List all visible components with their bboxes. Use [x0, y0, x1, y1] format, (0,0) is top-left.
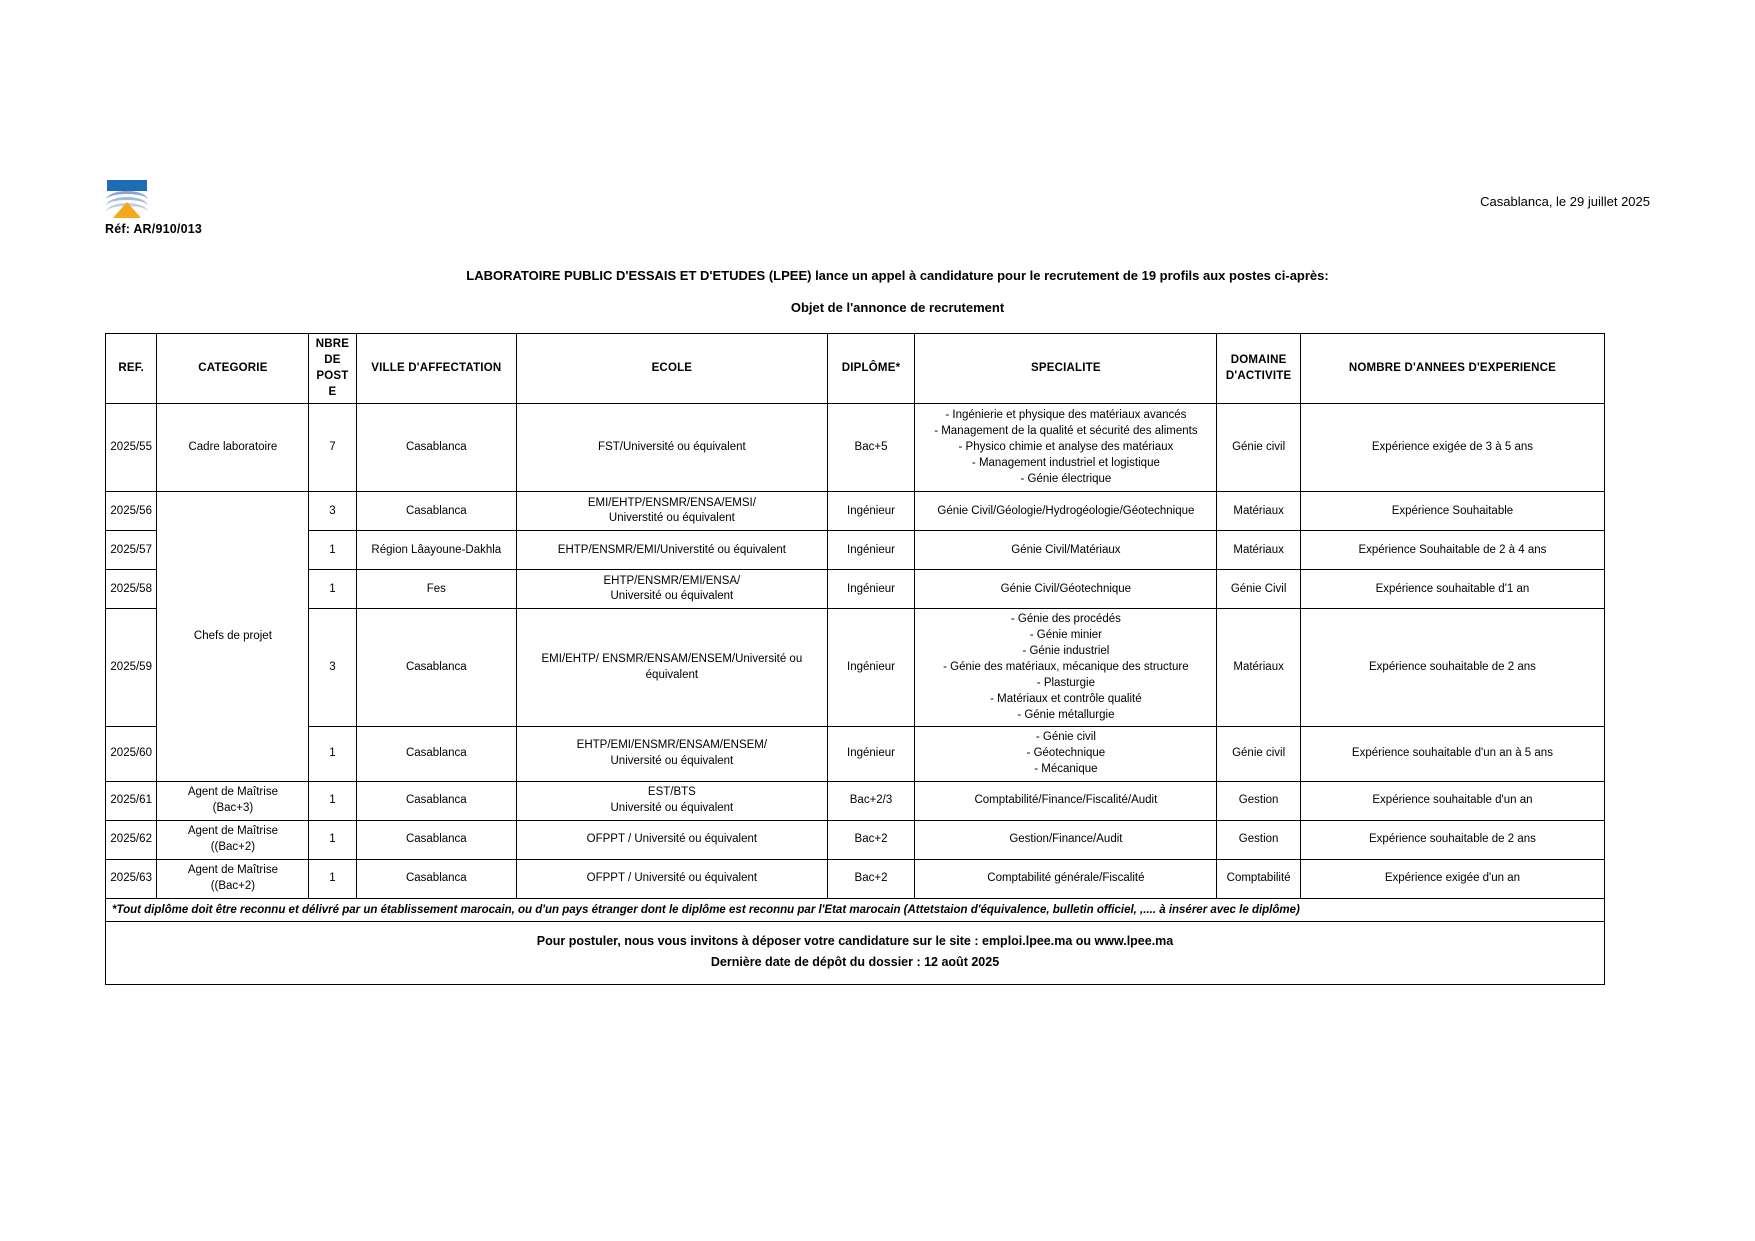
cell-line: ((Bac+2): [210, 880, 256, 893]
cell-line: équivalent: [645, 668, 699, 681]
cell-line: - Plasturgie: [1036, 676, 1095, 689]
cell-ecole: [517, 609, 828, 727]
cell-line: Génie Civil/Géologie/Hydrogéologie/Géotechnique: [937, 504, 1195, 517]
table-row: [106, 570, 1605, 609]
cell-line: - Génie des matériaux, mécanique des structure: [943, 661, 1189, 674]
table-row: [106, 492, 1605, 531]
logo-blue-bar: [107, 180, 147, 191]
cell-ville: Région Lâayoune-Dakhla: [356, 531, 517, 570]
table-row: [106, 782, 1605, 821]
cell-line: OFPPT / Université ou équivalent: [586, 872, 758, 885]
cell-line: EMI/EHTP/ ENSMR/ENSAM/ENSEM/Université ou: [541, 653, 803, 666]
cell-line: - Génie métallurgie: [1017, 708, 1115, 721]
cell-diplome: Ingénieur: [827, 609, 915, 727]
cell-domaine: Gestion: [1217, 782, 1301, 821]
cell-line: Génie Civil/Matériaux: [1011, 543, 1121, 556]
cell-experience: Expérience souhaitable de 2 ans: [1300, 821, 1604, 860]
col-header-domaine-line1: DOMAINE: [1230, 353, 1287, 366]
cell-line: EST/BTS: [647, 786, 696, 799]
cell-line: OFPPT / Université ou équivalent: [586, 833, 758, 846]
col-header-ecole: ECOLE: [517, 334, 828, 404]
jobs-table-body: [106, 404, 1605, 899]
cell-experience: Expérience exigée d'un an: [1300, 860, 1604, 899]
cell-domaine: Génie civil: [1217, 727, 1301, 782]
cell-ville: Casablanca: [356, 782, 517, 821]
cell-ecole: [517, 727, 828, 782]
cell-diplome: Ingénieur: [827, 727, 915, 782]
cell-line: Université ou équivalent: [610, 802, 734, 815]
cell-specialite: [915, 404, 1217, 492]
col-header-domaine-line2: D'ACTIVITE: [1225, 369, 1292, 382]
cell-nbre-poste: 1: [309, 727, 356, 782]
cell-nbre-poste: 3: [309, 492, 356, 531]
cell-line: Université ou équivalent: [610, 590, 734, 603]
cell-diplome: Bac+2: [827, 821, 915, 860]
cell-ville: Casablanca: [356, 609, 517, 727]
cell-line: - Génie des procédés: [1010, 613, 1121, 626]
cell-experience: Expérience Souhaitable de 2 à 4 ans: [1300, 531, 1604, 570]
cell-domaine: Matériaux: [1217, 492, 1301, 531]
cell-ecole: [517, 570, 828, 609]
cell-experience: Expérience Souhaitable: [1300, 492, 1604, 531]
cell-line: EHTP/EMI/ENSMR/ENSAM/ENSEM/: [576, 739, 768, 752]
apply-instructions: [105, 922, 1605, 985]
cell-experience: Expérience exigée de 3 à 5 ans: [1300, 404, 1604, 492]
cell-line: - Management de la qualité et sécurité des aliments: [934, 425, 1198, 438]
cell-ref: 2025/58: [106, 570, 157, 609]
cell-categorie: [157, 782, 309, 821]
cell-ref: 2025/60: [106, 727, 157, 782]
cell-categorie: [157, 821, 309, 860]
cell-domaine: Génie civil: [1217, 404, 1301, 492]
cell-ref: 2025/55: [106, 404, 157, 492]
cell-ref: 2025/57: [106, 531, 157, 570]
cell-experience: Expérience souhaitable d'un an: [1300, 782, 1604, 821]
cell-line: - Physico chimie et analyse des matériaux: [958, 441, 1174, 453]
cell-line: - Génie électrique: [1020, 472, 1112, 485]
col-header-specialite: SPECIALITE: [915, 334, 1217, 404]
document-header: [105, 180, 1650, 260]
cell-line: - Génie civil: [1035, 731, 1096, 744]
cell-ref: 2025/56: [106, 492, 157, 531]
cell-ref: 2025/59: [106, 609, 157, 727]
cell-diplome: Ingénieur: [827, 492, 915, 531]
cell-line: ((Bac+2): [210, 841, 256, 854]
cell-domaine: Gestion: [1217, 821, 1301, 860]
cell-ecole: [517, 492, 828, 531]
cell-categorie: [157, 860, 309, 899]
cell-nbre-poste: 1: [309, 782, 356, 821]
cell-specialite: [915, 860, 1217, 899]
col-header-nbre-line1: NBRE: [315, 338, 350, 350]
cell-diplome: Bac+5: [827, 404, 915, 492]
col-header-diplome: DIPLÔME*: [827, 334, 915, 404]
cell-ecole: [517, 404, 828, 492]
cell-nbre-poste: 3: [309, 609, 356, 727]
table-row: [106, 609, 1605, 727]
cell-line: - Géotechnique: [1026, 747, 1106, 760]
cell-line: Génie Civil/Géotechnique: [1000, 582, 1132, 595]
cell-ecole: [517, 821, 828, 860]
cell-categorie-merged: Chefs de projet: [157, 492, 309, 782]
cell-domaine: Matériaux: [1217, 609, 1301, 727]
cell-line: Agent de Maîtrise: [187, 825, 278, 838]
cell-ville: Casablanca: [356, 821, 517, 860]
table-row: [106, 531, 1605, 570]
cell-specialite: [915, 782, 1217, 821]
cell-line: - Génie minier: [1029, 629, 1102, 642]
cell-line: - Management industriel et logistique: [971, 456, 1160, 469]
cell-line: - Ingénierie et physique des matériaux avancés: [945, 409, 1187, 422]
cell-line: EMI/EHTP/ENSMR/ENSA/EMSI/: [587, 496, 756, 509]
cell-line: Universtité ou équivalent: [608, 512, 735, 525]
cell-nbre-poste: 1: [309, 531, 356, 570]
cell-specialite: [915, 727, 1217, 782]
cell-specialite: [915, 609, 1217, 727]
cell-ville: Casablanca: [356, 492, 517, 531]
cell-nbre-poste: 1: [309, 860, 356, 899]
cell-line: Université ou équivalent: [610, 755, 734, 768]
cell-line: EHTP/ENSMR/EMI/Universtité ou équivalent: [557, 543, 786, 556]
announcement-title: LABORATOIRE PUBLIC D'ESSAIS ET D'ETUDES (LPEE) lance un appel à candidature pour le recrutement de 19 profils aux postes ci-après:: [466, 268, 1329, 283]
cell-nbre-poste: 1: [309, 821, 356, 860]
cell-ref: 2025/61: [106, 782, 157, 821]
jobs-table: [105, 333, 1605, 899]
document-date: Casablanca, le 29 juillet 2025: [1480, 194, 1650, 209]
cell-line: Comptabilité générale/Fiscalité: [987, 872, 1145, 885]
cell-specialite: [915, 821, 1217, 860]
col-header-categorie: CATEGORIE: [157, 334, 309, 404]
cell-ecole: [517, 860, 828, 899]
cell-line: Agent de Maîtrise: [187, 786, 278, 799]
cell-specialite: [915, 531, 1217, 570]
col-header-experience: NOMBRE D'ANNEES D'EXPERIENCE: [1300, 334, 1604, 404]
apply-website-line: Pour postuler, nous vous invitons à déposer votre candidature sur le site : emploi.lpee.ma ou www.lpee.ma: [536, 934, 1174, 949]
cell-domaine: Matériaux: [1217, 531, 1301, 570]
cell-experience: Expérience souhaitable de 2 ans: [1300, 609, 1604, 727]
cell-diplome: Bac+2/3: [827, 782, 915, 821]
cell-line: - Mécanique: [1034, 763, 1098, 776]
cell-diplome: Bac+2: [827, 860, 915, 899]
col-header-ref: REF.: [106, 334, 157, 404]
apply-deadline-line: Dernière date de dépôt du dossier : 12 août 2025: [710, 955, 1000, 970]
cell-specialite: [915, 492, 1217, 531]
col-header-nbre-de-poste: [309, 334, 356, 404]
col-header-nbre-line2: DE: [324, 353, 341, 366]
cell-ville: Fes: [356, 570, 517, 609]
cell-diplome: Ingénieur: [827, 570, 915, 609]
cell-line: Comptabilité/Finance/Fiscalité/Audit: [974, 794, 1158, 807]
cell-ecole: [517, 531, 828, 570]
col-header-ville: VILLE D'AFFECTATION: [356, 334, 517, 404]
col-header-domaine: [1217, 334, 1301, 404]
cell-diplome: Ingénieur: [827, 531, 915, 570]
cell-line: FST/Université ou équivalent: [598, 441, 746, 453]
cell-domaine: Comptabilité: [1217, 860, 1301, 899]
announcement-subtitle: Objet de l'annonce de recrutement: [790, 300, 1005, 315]
cell-line: Gestion/Finance/Audit: [1009, 833, 1123, 846]
cell-specialite: [915, 570, 1217, 609]
jobs-table-container: [105, 333, 1605, 899]
table-row: [106, 821, 1605, 860]
jobs-table-head: [106, 334, 1605, 404]
table-row: [106, 860, 1605, 899]
cell-line: Agent de Maîtrise: [187, 864, 278, 877]
cell-nbre-poste: 7: [309, 404, 356, 492]
col-header-nbre-line3: POSTE: [316, 369, 349, 398]
cell-ecole: [517, 782, 828, 821]
cell-line: - Génie industriel: [1022, 645, 1110, 658]
cell-nbre-poste: 1: [309, 570, 356, 609]
cell-ville: Casablanca: [356, 860, 517, 899]
cell-experience: Expérience souhaitable d'1 an: [1300, 570, 1604, 609]
diploma-note: *Tout diplôme doit être reconnu et délivré par un établissement marocain, ou d'un pays étranger dont le diplôme est reconnu par l'Etat marocain (Attetstaion d'équivalence, bulletin officiel, ,.... à insérer avec le diplôme): [105, 899, 1605, 922]
document-reference: Réf: AR/910/013: [105, 222, 203, 236]
logo-mark-icon: [105, 180, 149, 218]
table-row: [106, 727, 1605, 782]
table-row: [106, 404, 1605, 492]
cell-line: (Bac+3): [212, 802, 254, 815]
logo-triangle-icon: [113, 202, 141, 218]
cell-experience: Expérience souhaitable d'un an à 5 ans: [1300, 727, 1604, 782]
cell-ref: 2025/62: [106, 821, 157, 860]
cell-ville: Casablanca: [356, 727, 517, 782]
cell-categorie: Cadre laboratoire: [157, 404, 309, 492]
cell-ville: Casablanca: [356, 404, 517, 492]
cell-line: - Matériaux et contrôle qualité: [990, 692, 1142, 705]
cell-domaine: Génie Civil: [1217, 570, 1301, 609]
lpee-logo: [105, 180, 203, 236]
cell-line: EHTP/ENSMR/EMI/ENSA/: [603, 574, 741, 587]
table-header-row: [106, 334, 1605, 404]
cell-ref: 2025/63: [106, 860, 157, 899]
